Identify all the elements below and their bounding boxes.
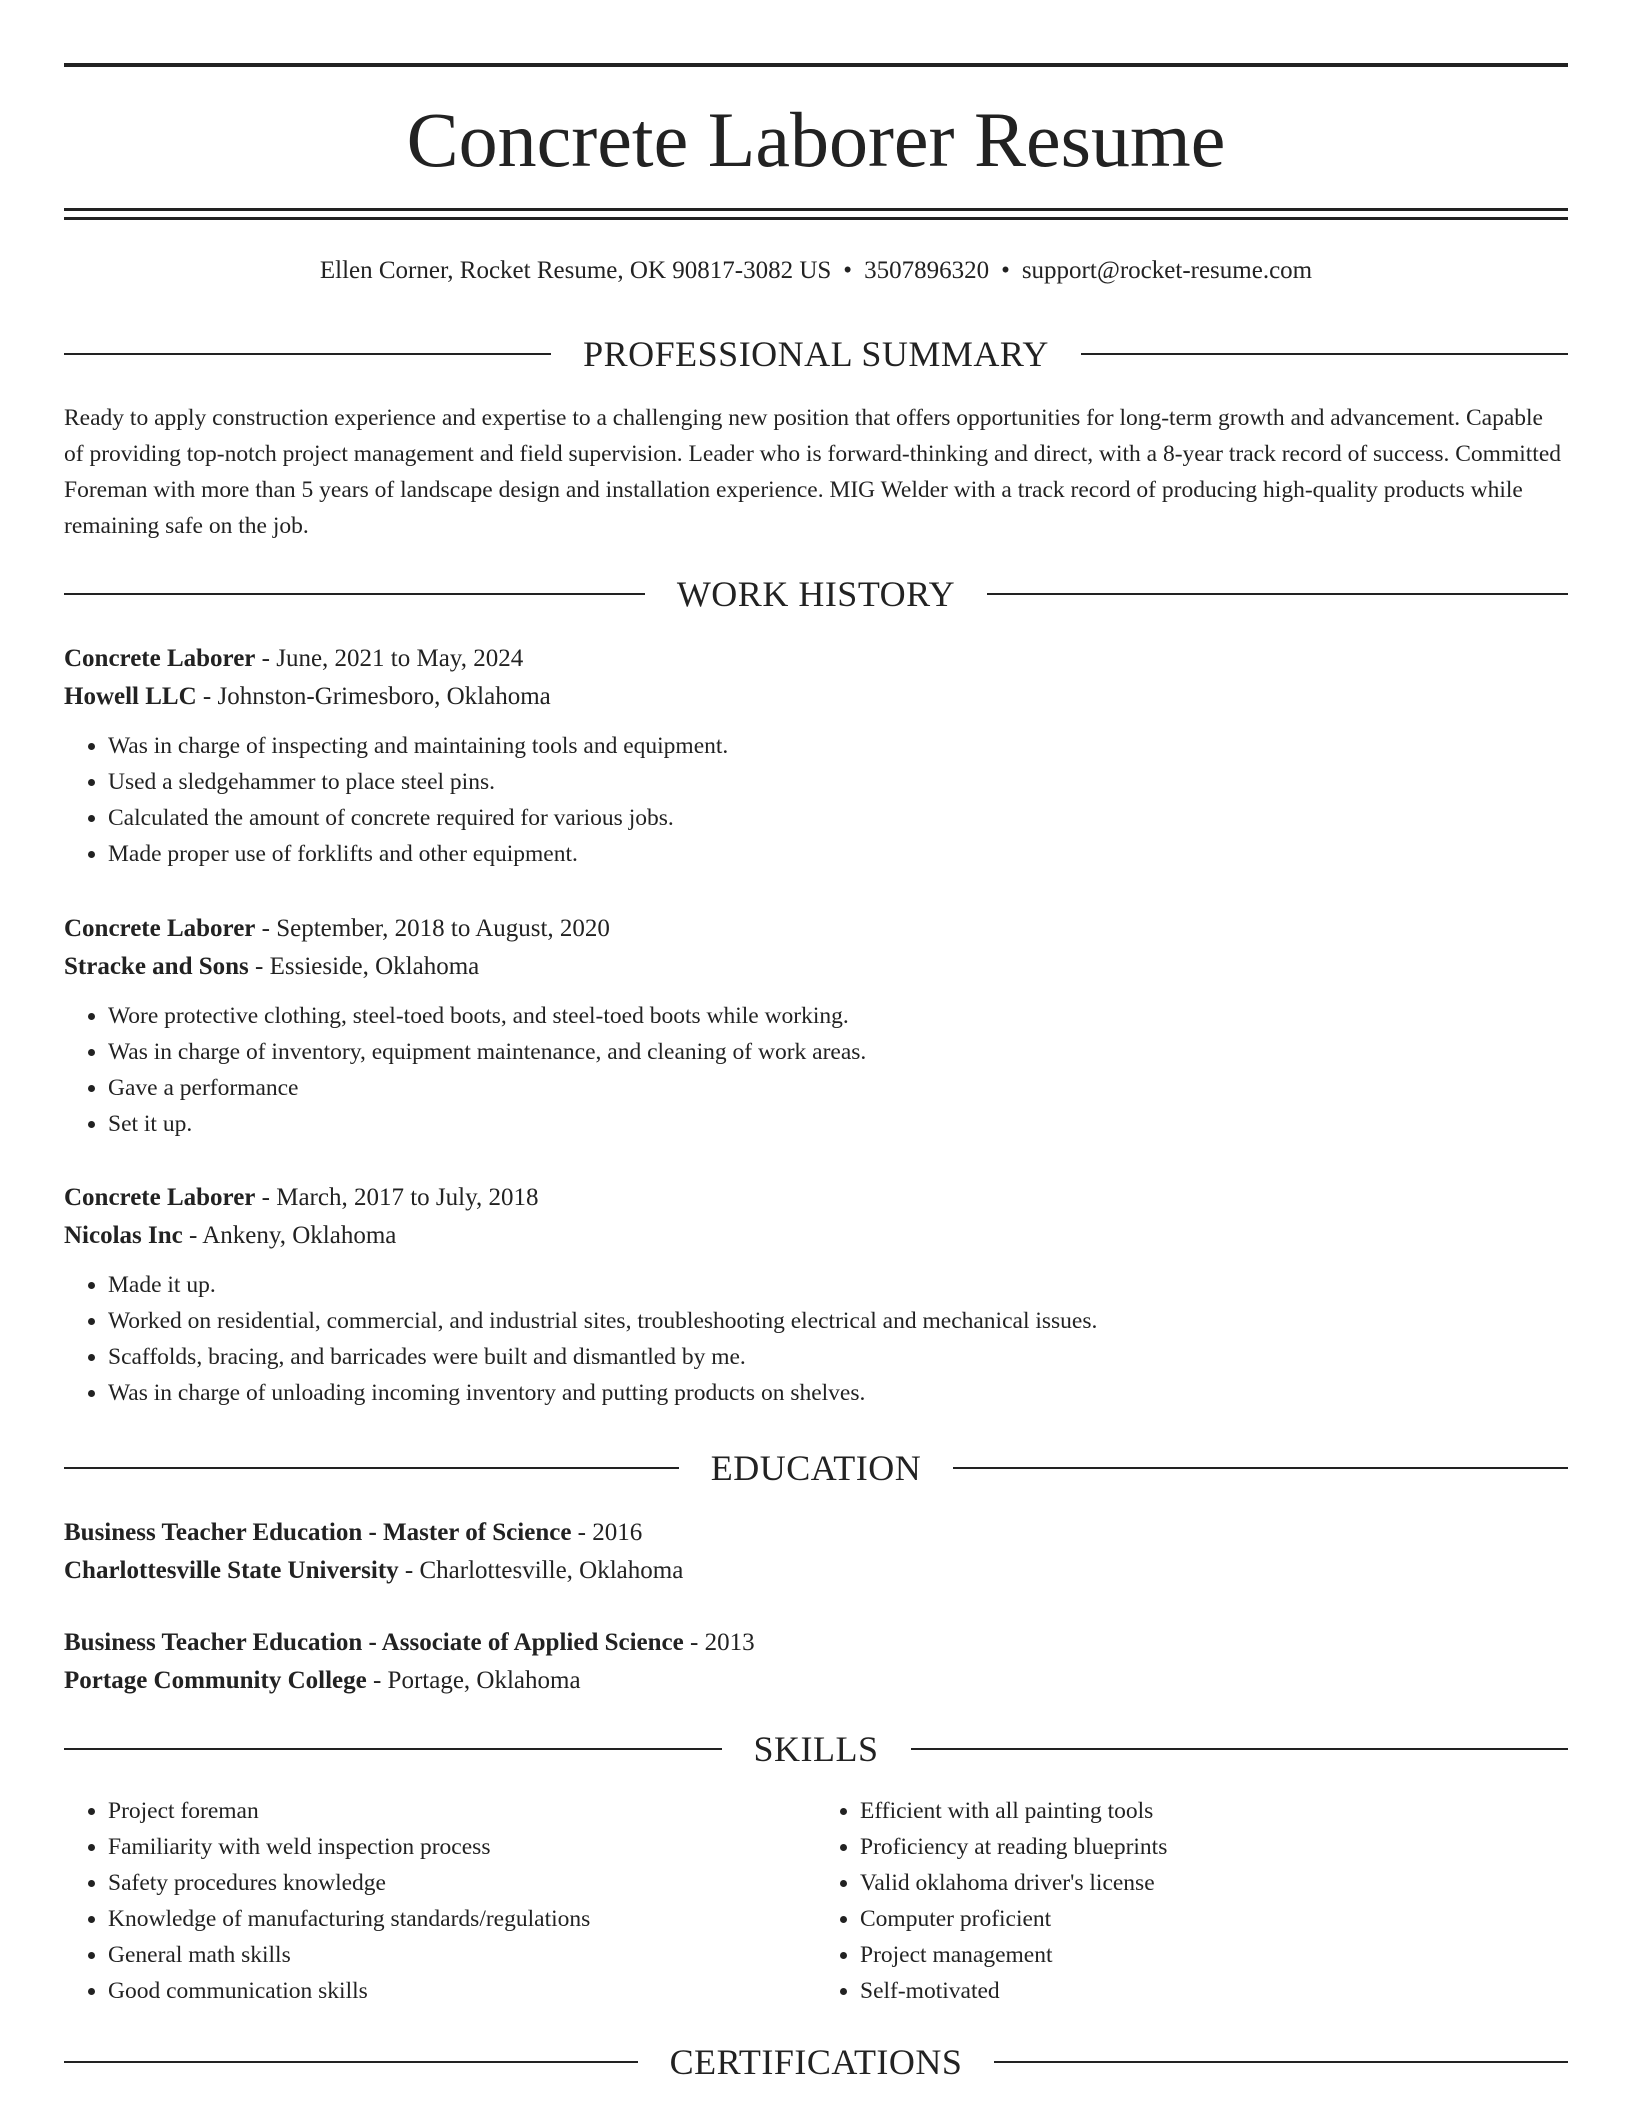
section-header-education (64, 1446, 1568, 1490)
section-rule (987, 593, 1568, 595)
section-rule (953, 1467, 1568, 1469)
job-company: Nicolas Inc (64, 1222, 183, 1249)
list-item: • Worked on residential, commercial, and industrial sites, troubleshooting electrical and mechanical issues. (108, 1303, 1568, 1339)
education-school-line (64, 1662, 1568, 1700)
job-company-line (64, 678, 1568, 716)
list-item: • Was in charge of inventory, equipment maintenance, and cleaning of work areas. (108, 1034, 1568, 1070)
list-item: • Familiarity with weld inspection process (108, 1829, 816, 1865)
job-entry (64, 640, 1568, 872)
education-entry (64, 1514, 1568, 1590)
section-title: CERTIFICATIONS (669, 2042, 963, 2082)
job-location: - Essieside, Oklahoma (248, 953, 480, 980)
education-year: - 2013 (683, 1629, 755, 1656)
education-location: - Portage, Oklahoma (366, 1667, 581, 1694)
education-degree-line (64, 1514, 1568, 1552)
education-year: - 2016 (571, 1519, 643, 1546)
education-entry (64, 1624, 1568, 1700)
list-item: • Was in charge of unloading incoming inventory and putting products on shelves. (108, 1375, 1568, 1411)
job-dates: - September, 2018 to August, 2020 (255, 915, 610, 942)
section-title: WORK HISTORY (676, 574, 956, 614)
contact-address: Ellen Corner, Rocket Resume, OK 90817-3082 US (319, 257, 832, 284)
section-title: SKILLS (753, 1729, 879, 1769)
job-entry (64, 910, 1568, 1142)
section-rule (64, 353, 551, 355)
section-header-work (64, 572, 1568, 616)
job-company: Howell LLC (64, 683, 197, 710)
skills-columns (64, 1793, 1568, 2009)
list-item: • Valid oklahoma driver's license (860, 1865, 1568, 1901)
list-item: • Project foreman (108, 1793, 816, 1829)
skills-list-left (64, 1793, 816, 2009)
title-double-rule (64, 208, 1568, 220)
section-title: PROFESSIONAL SUMMARY (583, 334, 1049, 374)
list-item: • Scaffolds, bracing, and barricades were built and dismantled by me. (108, 1339, 1568, 1375)
job-company-line (64, 948, 1568, 986)
section-header-summary (64, 332, 1568, 376)
list-item: • Set it up. (108, 1106, 1568, 1142)
education-school: Portage Community College (64, 1667, 367, 1694)
list-item: • Calculated the amount of concrete required for various jobs. (108, 800, 1568, 836)
list-item: • Proficiency at reading blueprints (860, 1829, 1568, 1865)
job-entry (64, 1179, 1568, 1411)
list-item: • Good communication skills (108, 1973, 816, 2009)
job-dates: - June, 2021 to May, 2024 (255, 645, 524, 672)
job-title-line (64, 910, 1568, 948)
list-item: • Efficient with all painting tools (860, 1793, 1568, 1829)
section-rule (64, 1748, 722, 1750)
list-item: • Safety procedures knowledge (108, 1865, 816, 1901)
skills-list-right (816, 1793, 1568, 2009)
job-location: - Ankeny, Oklahoma (182, 1222, 397, 1249)
job-title: Concrete Laborer (64, 1184, 256, 1211)
job-bullets (64, 1267, 1568, 1411)
list-item: • Knowledge of manufacturing standards/regulations (108, 1901, 816, 1937)
job-bullets (64, 728, 1568, 872)
section-rule (911, 1748, 1569, 1750)
education-school-line (64, 1552, 1568, 1590)
contact-line (64, 255, 1568, 287)
job-location: - Johnston-Grimesboro, Oklahoma (196, 683, 551, 710)
education-school: Charlottesville State University (64, 1557, 399, 1584)
list-item: • Used a sledgehammer to place steel pins. (108, 764, 1568, 800)
contact-email: support@rocket-resume.com (1021, 257, 1313, 284)
section-rule (64, 2061, 638, 2063)
job-dates: - March, 2017 to July, 2018 (255, 1184, 539, 1211)
education-location: - Charlottesville, Oklahoma (398, 1557, 684, 1584)
list-item: • Computer proficient (860, 1901, 1568, 1937)
summary-text: Ready to apply construction experience and expertise to a challenging new position that offers opportunities for long-term growth and advancement. Capable of providing top-notch project management and field supervision. Leader who is forward-thinking and direct, with a 8-year track record of success. Committed Foreman with more than 5 years of landscape design and installation experience. MIG Welder with a track record of producing high-quality products while remaining safe on the job. (64, 405, 1562, 539)
education-degree: Business Teacher Education - Associate of Applied Science (64, 1629, 684, 1656)
section-rule (994, 2061, 1568, 2063)
list-item: • General math skills (108, 1937, 816, 1973)
contact-phone: 3507896320 (864, 257, 990, 284)
job-bullets (64, 998, 1568, 1142)
job-title: Concrete Laborer (64, 645, 256, 672)
section-header-skills (64, 1727, 1568, 1771)
top-rule (64, 63, 1568, 67)
list-item: • Made it up. (108, 1267, 1568, 1303)
job-company-line (64, 1217, 1568, 1255)
section-rule (64, 1467, 679, 1469)
education-degree-line (64, 1624, 1568, 1662)
section-header-certifications (64, 2040, 1568, 2084)
section-title: EDUCATION (710, 1448, 922, 1488)
job-title-line (64, 640, 1568, 678)
list-item: • Wore protective clothing, steel-toed boots, and steel-toed boots while working. (108, 998, 1568, 1034)
list-item: • Was in charge of inspecting and maintaining tools and equipment. (108, 728, 1568, 764)
list-item: • Self-motivated (860, 1973, 1568, 2009)
job-company: Stracke and Sons (64, 953, 249, 980)
job-title: Concrete Laborer (64, 915, 256, 942)
list-item: • Gave a performance (108, 1070, 1568, 1106)
education-degree: Business Teacher Education - Master of Science (64, 1519, 572, 1546)
contact-separator: • (843, 257, 853, 284)
list-item: • Project management (860, 1937, 1568, 1973)
section-rule (64, 593, 645, 595)
section-rule (1081, 353, 1568, 355)
job-title-line (64, 1179, 1568, 1217)
resume-title: Concrete Laborer Resume (406, 96, 1226, 183)
list-item: • Made proper use of forklifts and other equipment. (108, 836, 1568, 872)
contact-separator: • (1001, 257, 1010, 284)
